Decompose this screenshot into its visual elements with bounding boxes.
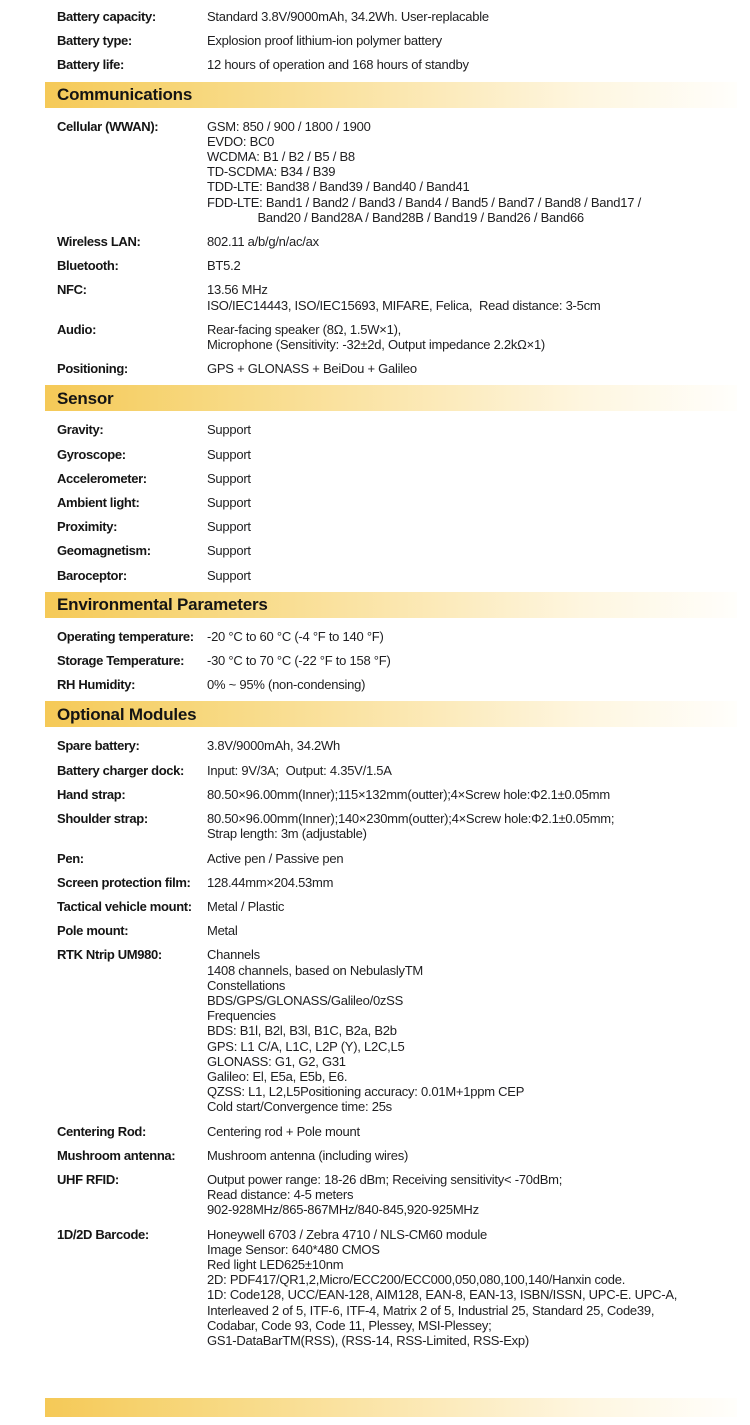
row-value	[207, 653, 391, 668]
section-environmental-parameters	[0, 592, 750, 693]
spec-row	[0, 875, 750, 890]
row-value	[207, 677, 365, 692]
value-line: Channels	[207, 947, 260, 963]
value-line: GLONASS: G1, G2, G31	[207, 1053, 346, 1069]
value-line: GSM: 850 / 900 / 1800 / 1900	[207, 118, 371, 134]
value-line: Output power range: 18-26 dBm; Receiving sensitivity< -70dBm;	[207, 1171, 563, 1187]
value-line: Rear-facing speaker (8Ω, 1.5W×1),	[207, 321, 402, 337]
row-label: Spare battery:	[57, 738, 140, 754]
value-line: Cold start/Convergence time: 25s	[207, 1099, 392, 1115]
row-label: NFC:	[57, 282, 87, 298]
row-label: Battery capacity:	[57, 9, 156, 24]
value-line: FDD-LTE: Band1 / Band2 / Band3 / Band4 / Band5 / Band7 / Band8 / Band17 /	[207, 194, 641, 210]
row-label: 1D/2D Barcode:	[57, 1226, 149, 1242]
row-label: Gyroscope:	[57, 446, 126, 462]
spec-row	[0, 282, 750, 312]
row-label: Mushroom antenna:	[57, 1147, 176, 1163]
spec-row	[0, 258, 750, 273]
spec-row	[0, 519, 750, 534]
row-value	[207, 33, 442, 48]
row-value	[207, 57, 469, 72]
value-line: Read distance: 4-5 meters	[207, 1187, 354, 1203]
row-label: Battery type:	[57, 33, 132, 49]
spec-row	[0, 495, 750, 510]
value-line: GPS: L1 C/A, L1C, L2P (Y), L2C,L5	[207, 1038, 405, 1054]
spec-row	[0, 322, 750, 352]
value-line: EVDO: BC0	[207, 133, 275, 149]
value-line: -20 °C to 60 °C (-4 °F to 140 °F)	[207, 628, 384, 644]
spec-row	[0, 33, 750, 48]
row-value	[207, 234, 319, 249]
row-label: RTK Ntrip UM980:	[57, 947, 162, 963]
spec-row	[0, 568, 750, 583]
row-value	[207, 1148, 408, 1163]
spec-row	[0, 947, 750, 1114]
spec-row	[0, 738, 750, 753]
spec-row	[0, 1172, 750, 1218]
row-value	[207, 568, 251, 583]
value-line: QZSS: L1, L2,L5Positioning accuracy: 0.01M+1ppm CEP	[207, 1084, 525, 1100]
value-line: Support	[207, 446, 251, 462]
value-line: Support	[207, 422, 251, 438]
row-value	[207, 282, 600, 312]
row-label: Gravity:	[57, 422, 104, 438]
value-line: BDS: B1l, B2l, B3l, B1C, B2a, B2b	[207, 1023, 397, 1039]
row-label: Proximity:	[57, 519, 118, 535]
value-line: 902-928MHz/865-867MHz/840-845,920-925MHz	[207, 1202, 479, 1218]
row-value	[207, 258, 240, 273]
value-line: BDS/GPS/GLONASS/Galileo/0zSS	[207, 992, 404, 1008]
row-value	[207, 629, 384, 644]
spec-row	[0, 361, 750, 376]
value-line: Centering rod + Pole mount	[207, 1123, 360, 1139]
row-value	[207, 763, 392, 778]
row-value	[207, 811, 614, 841]
row-label: Baroceptor:	[57, 567, 127, 583]
value-line: Honeywell 6703 / Zebra 4710 / NLS-CM60 module	[207, 1226, 487, 1242]
value-line: 2D: PDF417/QR1,2,Micro/ECC200/ECC000,050,080,100,140/Hanxin code.	[207, 1272, 626, 1288]
row-value	[207, 923, 238, 938]
value-line: -30 °C to 70 °C (-22 °F to 158 °F)	[207, 653, 391, 669]
spec-row	[0, 57, 750, 72]
row-label: Audio:	[57, 321, 97, 337]
section-header-bar-sensor	[45, 385, 737, 411]
value-line: 13.56 MHz	[207, 282, 268, 298]
row-value	[207, 899, 284, 914]
row-label: Tactical vehicle mount:	[57, 898, 192, 914]
spec-row	[0, 422, 750, 437]
row-value	[207, 1227, 677, 1349]
row-value	[207, 119, 641, 225]
spec-row	[0, 234, 750, 249]
value-line: Mushroom antenna (including wires)	[207, 1147, 409, 1163]
row-label: RH Humidity:	[57, 677, 136, 693]
value-line: 0% ~ 95% (non-condensing)	[207, 677, 366, 693]
row-label: Battery charger dock:	[57, 762, 185, 778]
value-line: Microphone (Sensitivity: -32±2d, Output impedance 2.2kΩ×1)	[207, 337, 546, 353]
row-label: Centering Rod:	[57, 1123, 146, 1139]
section-sensor	[0, 385, 750, 582]
footer-accent-bar	[45, 1398, 737, 1417]
row-value	[207, 947, 524, 1114]
value-line: GPS + GLONASS + BeiDou + Galileo	[207, 361, 417, 377]
row-value	[207, 422, 251, 437]
value-line: Codabar, Code 93, Code 11, Plessey, MSI-Plessey;	[207, 1317, 492, 1333]
row-value	[207, 495, 251, 510]
section-optional-modules	[0, 701, 750, 1348]
row-label: Accelerometer:	[57, 470, 147, 486]
spec-row	[0, 1148, 750, 1163]
row-value	[207, 875, 333, 890]
row-label: Positioning:	[57, 361, 128, 377]
value-line: Image Sensor: 640*480 CMOS	[207, 1241, 380, 1257]
row-label: Operating temperature:	[57, 628, 194, 644]
spec-row	[0, 851, 750, 866]
row-label: Screen protection film:	[57, 874, 191, 890]
spec-row	[0, 471, 750, 486]
spec-row	[0, 9, 750, 24]
value-line: Input: 9V/3A; Output: 4.35V/1.5A	[207, 762, 392, 778]
spec-row	[0, 677, 750, 692]
value-line: ISO/IEC14443, ISO/IEC15693, MIFARE, Felica, Read distance: 3-5cm	[207, 297, 601, 313]
value-line: 3.8V/9000mAh, 34.2Wh	[207, 738, 341, 754]
value-line: Support	[207, 543, 251, 559]
section-title: Communications	[57, 85, 193, 105]
row-value	[207, 851, 343, 866]
spec-row	[0, 899, 750, 914]
spec-row	[0, 629, 750, 644]
row-label: Pen:	[57, 850, 84, 866]
value-line: GS1-DataBarTM(RSS), (RSS-14, RSS-Limited, RSS-Exp)	[207, 1332, 529, 1348]
spec-row	[0, 763, 750, 778]
spec-row	[0, 447, 750, 462]
value-line: Frequencies	[207, 1008, 276, 1024]
value-line: Explosion proof lithium-ion polymer battery	[207, 33, 442, 49]
row-value	[207, 322, 545, 352]
spec-row	[0, 923, 750, 938]
value-line: 802.11 a/b/g/n/ac/ax	[207, 234, 319, 250]
value-line: Support	[207, 567, 251, 583]
section-header-bar-communications	[45, 82, 737, 108]
value-line: Support	[207, 495, 251, 511]
row-value	[207, 543, 251, 558]
row-label: Battery life:	[57, 57, 124, 73]
row-label: Ambient light:	[57, 495, 140, 511]
row-value	[207, 9, 489, 24]
row-value	[207, 738, 340, 753]
section-title: Optional Modules	[57, 704, 197, 724]
row-value	[207, 1124, 360, 1139]
value-line: 128.44mm×204.53mm	[207, 874, 334, 890]
value-line: Standard 3.8V/9000mAh, 34.2Wh. User-replacable	[207, 9, 489, 24]
value-line: 12 hours of operation and 168 hours of standby	[207, 57, 469, 73]
row-value	[207, 787, 610, 802]
row-label: Storage Temperature:	[57, 653, 185, 669]
row-label: Pole mount:	[57, 923, 129, 939]
value-line: Active pen / Passive pen	[207, 850, 344, 866]
value-line: Galileo: El, E5a, E5b, E6.	[207, 1068, 348, 1084]
value-line: Metal	[207, 923, 238, 939]
row-label: Geomagnetism:	[57, 543, 151, 559]
spec-row	[0, 653, 750, 668]
section-communications	[0, 82, 750, 377]
value-line: WCDMA: B1 / B2 / B5 / B8	[207, 149, 355, 165]
row-value	[207, 1172, 562, 1218]
value-line: 80.50×96.00mm(Inner);115×132mm(outter);4×Screw hole:Φ2.1±0.05mm	[207, 786, 610, 802]
spec-row	[0, 1124, 750, 1139]
value-line: TDD-LTE: Band38 / Band39 / Band40 / Band41	[207, 179, 470, 195]
value-line: Strap length: 3m (adjustable)	[207, 826, 367, 842]
row-label: Bluetooth:	[57, 258, 119, 274]
value-line: Metal / Plastic	[207, 898, 285, 914]
row-label: Hand strap:	[57, 786, 126, 802]
value-line: Constellations	[207, 977, 286, 993]
row-value	[207, 447, 251, 462]
section-battery	[0, 9, 750, 73]
section-title: Environmental Parameters	[57, 595, 268, 615]
value-line: Support	[207, 519, 251, 535]
spec-row	[0, 787, 750, 802]
row-value	[207, 361, 417, 376]
row-label: Cellular (WWAN):	[57, 118, 159, 134]
value-line: 80.50×96.00mm(Inner);140×230mm(outter);4×Screw hole:Φ2.1±0.05mm;	[207, 811, 615, 827]
row-value	[207, 519, 251, 534]
value-line: Band20 / Band28A / Band28B / Band19 / Band26 / Band66	[207, 209, 584, 225]
section-header-bar-optional-modules	[45, 701, 737, 727]
row-label: Wireless LAN:	[57, 234, 141, 250]
spec-row	[0, 119, 750, 225]
row-value	[207, 471, 251, 486]
value-line: Red light LED625±10nm	[207, 1256, 344, 1272]
row-label: UHF RFID:	[57, 1171, 119, 1187]
value-line: 1D: Code128, UCC/EAN-128, AIM128, EAN-8, EAN-13, ISBN/ISSN, UPC-E. UPC-A,	[207, 1287, 678, 1303]
section-title: Sensor	[57, 388, 114, 408]
value-line: Support	[207, 470, 251, 486]
value-line: BT5.2	[207, 258, 241, 274]
value-line: Interleaved 2 of 5, ITF-6, ITF-4, Matrix 2 of 5, Industrial 25, Standard 25, Code39,	[207, 1302, 655, 1318]
spec-row	[0, 811, 750, 841]
value-line: 1408 channels, based on NebulaslyTM	[207, 962, 424, 978]
value-line: TD-SCDMA: B34 / B39	[207, 164, 336, 180]
section-header-bar-environmental-parameters	[45, 592, 737, 618]
spec-row	[0, 1227, 750, 1349]
spec-row	[0, 543, 750, 558]
row-label: Shoulder strap:	[57, 811, 148, 827]
